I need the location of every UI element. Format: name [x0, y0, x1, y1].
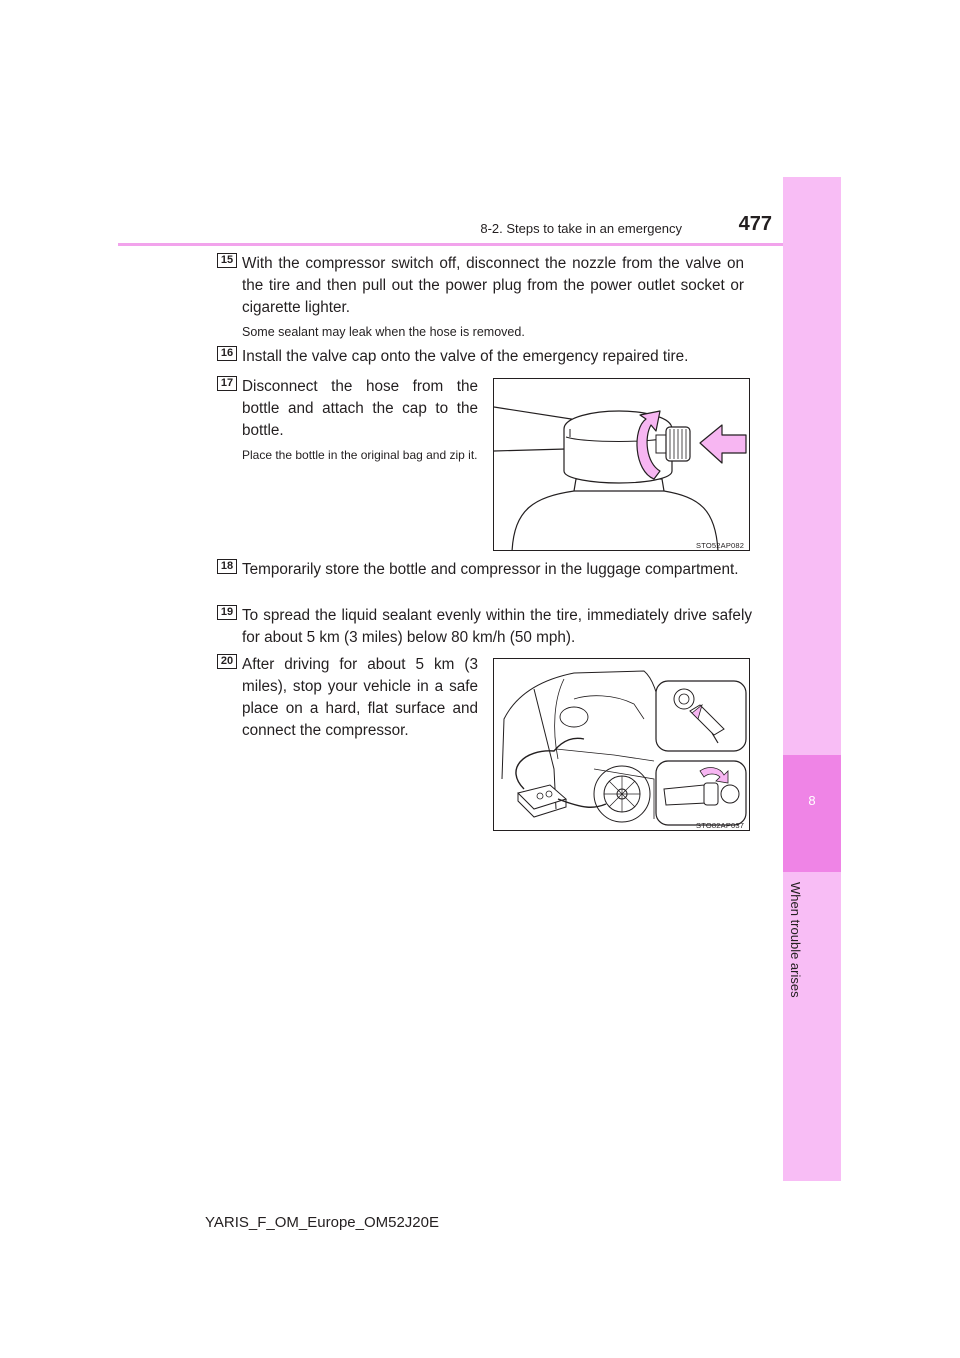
- step-text: To spread the liquid sealant evenly within the tire, immediately drive safely for about 5 km (3 miles) below 80 km/h (50 mph).: [242, 607, 752, 646]
- section-title: 8-2. Steps to take in an emergency: [480, 221, 682, 236]
- step-number-badge: 19: [217, 605, 237, 620]
- step-number-badge: 16: [217, 346, 237, 361]
- side-tab-strip: [783, 177, 841, 1181]
- bottle-cap-illustration: [494, 379, 750, 551]
- step-text: Temporarily store the bottle and compressor in the luggage compartment.: [242, 561, 739, 578]
- bottle-cap-figure: [493, 378, 750, 551]
- car-compressor-illustration: [494, 659, 750, 831]
- step-number-badge: 15: [217, 253, 237, 268]
- step-text: With the compressor switch off, disconnect the nozzle from the valve on the tire and then pull out the power plug from the power outlet socket or cigarette lighter.: [242, 255, 744, 316]
- step-number-badge: 17: [217, 376, 237, 391]
- step-text: Install the valve cap onto the valve of the emergency repaired tire.: [242, 348, 689, 365]
- step-number-badge: 18: [217, 559, 237, 574]
- step-text: After driving for about 5 km (3 miles), stop your vehicle in a safe place on a hard, flat surface and connect the compressor.: [242, 656, 478, 739]
- document-id: YARIS_F_OM_Europe_OM52J20E: [205, 1214, 440, 1231]
- chapter-title: When trouble arises: [788, 882, 803, 998]
- push-arrow-icon: [700, 425, 746, 463]
- header-rule: [118, 243, 783, 246]
- compressor-connection-figure: [493, 658, 750, 831]
- step-note: Place the bottle in the original bag and zip it.: [242, 448, 478, 462]
- step-text: Disconnect the hose from the bottle and attach the cap to the bottle.: [242, 378, 478, 439]
- step-number-badge: 20: [217, 654, 237, 669]
- page-number: 477: [738, 213, 772, 235]
- step-note: Some sealant may leak when the hose is removed.: [242, 325, 525, 339]
- figure-code: STO82AP037: [696, 821, 745, 830]
- chapter-number: 8: [808, 793, 816, 808]
- side-tab-active[interactable]: [783, 755, 841, 872]
- figure-code: STO52AP082: [696, 541, 745, 550]
